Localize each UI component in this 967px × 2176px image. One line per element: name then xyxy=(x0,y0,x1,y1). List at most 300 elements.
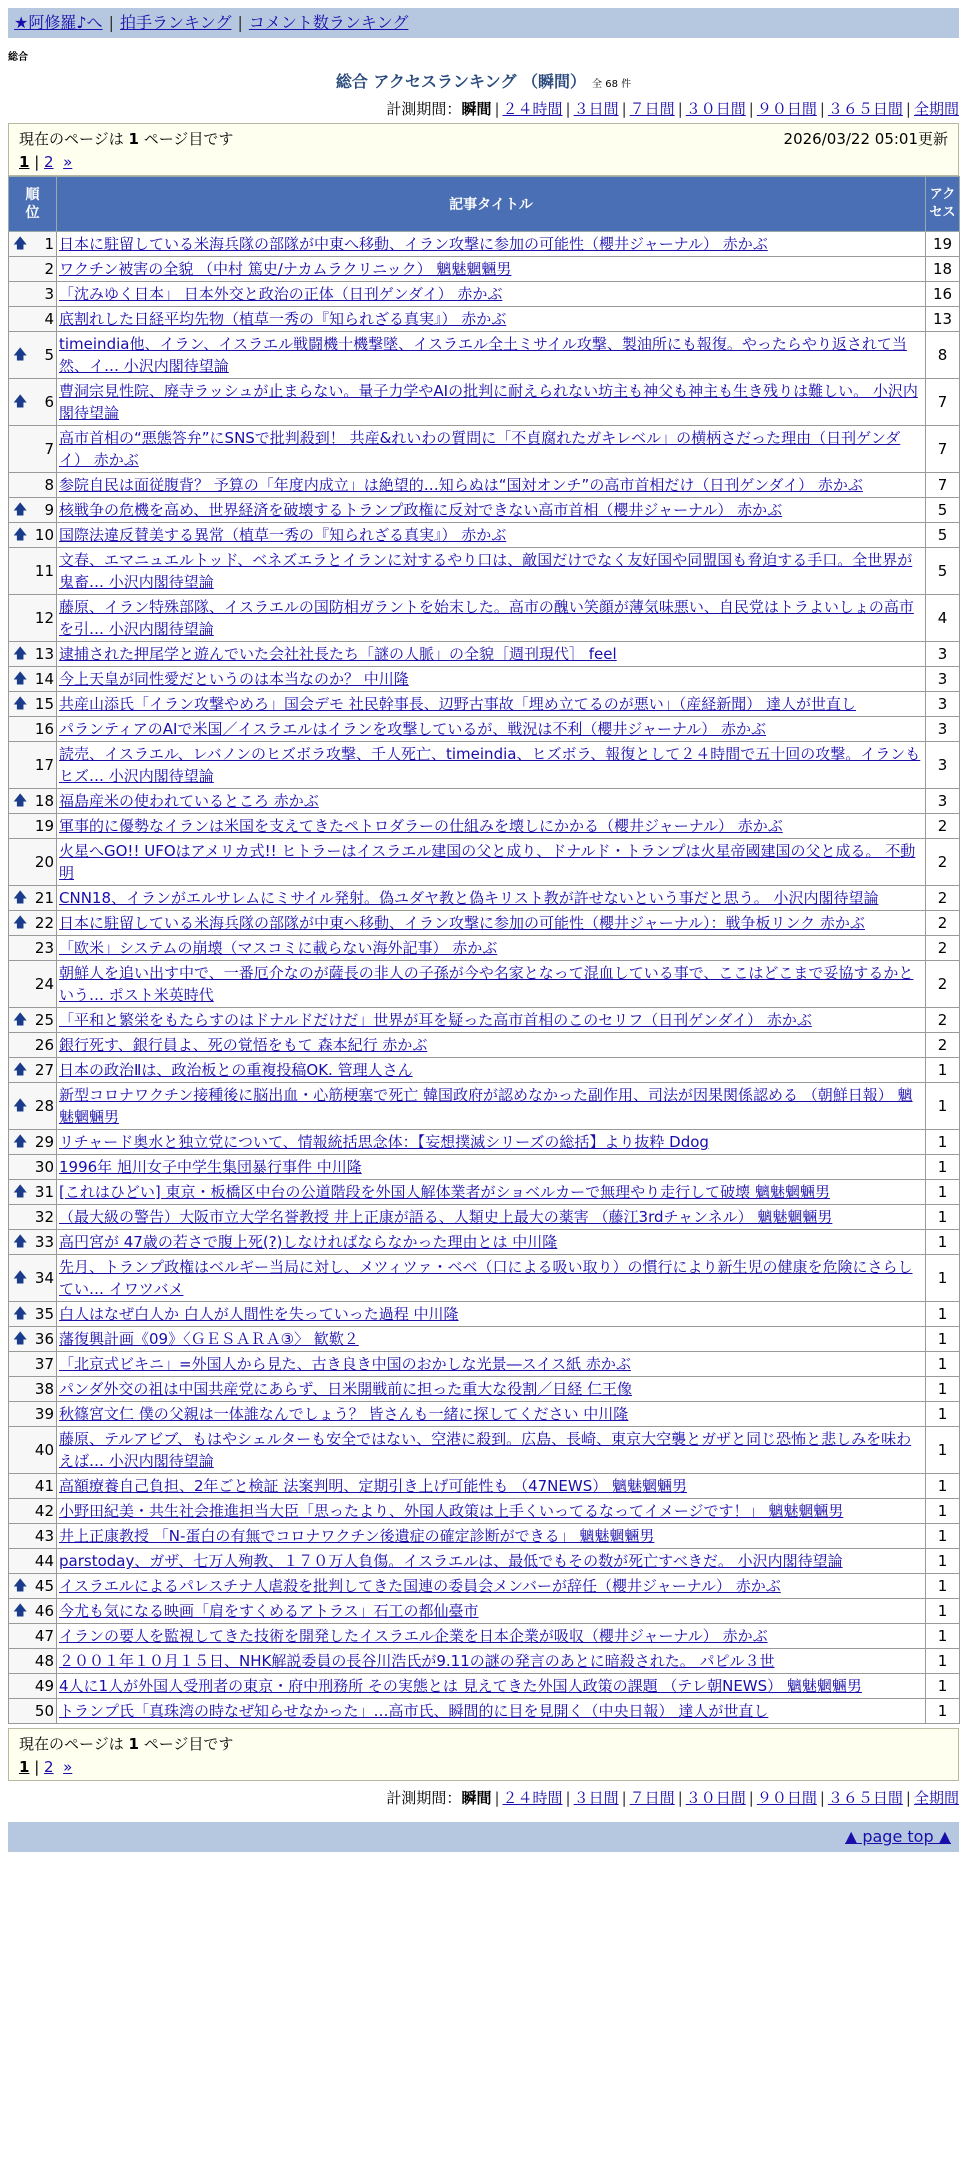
rank-number: 23 xyxy=(34,939,54,957)
article-title-link[interactable]: 藤原、テルアビブ、もはやシェルターも安全ではない、空港に殺到。広島、長崎、東京大空襲とガザと同じ恐怖と悲しみを味わえば… 小沢内閣待望論 xyxy=(59,1430,912,1470)
rank-number: 4 xyxy=(44,310,54,328)
page-2-link[interactable]: 2 xyxy=(44,1758,54,1776)
title-cell xyxy=(57,789,926,814)
access-count: 7 xyxy=(926,473,960,498)
article-title-link[interactable]: 先月、トランプ政権はベルギー当局に対し、メツィツァ・ベベ（口による吸い取り）の慣行により新生児の健康を危険にさらしてい… イワツバメ xyxy=(59,1258,913,1298)
rank-number: 45 xyxy=(34,1577,54,1595)
rank-number: 39 xyxy=(34,1405,54,1423)
table-row xyxy=(9,1180,960,1205)
ranking-table xyxy=(8,176,960,1724)
table-row xyxy=(9,1008,960,1033)
article-title-link[interactable]: パランティアのAIで米国／イスラエルはイランを攻撃しているが、戦況は不利（櫻井ジャーナル） 赤かぶ xyxy=(59,720,767,738)
article-title-link[interactable]: 福島産米の使われているところ 赤かぶ xyxy=(59,792,319,810)
period-link[interactable]: 全期間 xyxy=(913,100,959,118)
title-cell xyxy=(57,282,926,307)
rank-up-arrow-icon: 🡅 xyxy=(13,236,28,252)
article-title-link[interactable]: トランプ氏「真珠湾の時なぜ知らせなかった」…高市氏、瞬間的に目を見開く（中央日報） 達人が世直し xyxy=(59,1702,769,1720)
period-link[interactable]: ３６５日間 xyxy=(827,100,903,118)
article-title-link[interactable]: 軍事的に優勢なイランは米国を支えてきたペトロダラーの仕組みを壊しにかかる（櫻井ジャーナル） 赤かぶ xyxy=(59,817,783,835)
title-cell xyxy=(57,642,926,667)
access-count: 1 xyxy=(926,1327,960,1352)
access-count: 1 xyxy=(926,1255,960,1302)
page-title-text: 総合 アクセスランキング （瞬間） xyxy=(335,72,587,91)
title-cell xyxy=(57,1205,926,1230)
access-count: 1 xyxy=(926,1205,960,1230)
rank-cell xyxy=(9,1033,57,1058)
period-selector-top xyxy=(8,98,959,119)
comment-ranking-link[interactable]: コメント数ランキング xyxy=(248,13,409,32)
period-link[interactable]: ７日間 xyxy=(629,100,675,118)
article-title-link[interactable]: 日本に駐留している米海兵隊の部隊が中東へ移動、イラン攻撃に参加の可能性（櫻井ジャーナル）：戦争板リンク 赤かぶ xyxy=(59,914,865,932)
article-title-link[interactable]: 「欧米」システムの崩壊（マスコミに載らない海外記事） 赤かぶ xyxy=(59,939,498,957)
article-title-link[interactable]: 高円宮が 47歳の若さで腹上死(?)しなければならなかった理由とは 中川隆 xyxy=(59,1233,558,1251)
article-title-link[interactable]: 「北京式ビキニ」=外国人から見た、古き良き中国のおかしな光景―スイス紙 赤かぶ xyxy=(59,1355,631,1373)
rank-cell xyxy=(9,1549,57,1574)
table-row xyxy=(9,282,960,307)
table-row xyxy=(9,1474,960,1499)
period-selector-bottom xyxy=(8,1787,959,1808)
title-cell xyxy=(57,1524,926,1549)
title-cell xyxy=(57,692,926,717)
title-cell xyxy=(57,667,926,692)
table-row xyxy=(9,332,960,379)
article-title-link[interactable]: parstoday、ガザ、七万人殉教、１７０万人負傷。イスラエルは、最低でもその数が死亡すべきだ。 小沢内閣待望論 xyxy=(59,1552,843,1570)
title-cell xyxy=(57,498,926,523)
table-row xyxy=(9,692,960,717)
table-row xyxy=(9,1033,960,1058)
article-title-link[interactable]: 底割れした日経平均先物（植草一秀の『知られざる真実』） 赤かぶ xyxy=(59,310,507,328)
rank-number: 27 xyxy=(34,1061,54,1079)
table-row xyxy=(9,1058,960,1083)
article-title-link[interactable]: 井上正康教授 「N-蛋白の有無でコロナワクチン後遺症の確定診断ができる」 魑魅魍魎男 xyxy=(59,1527,655,1545)
next-page-link[interactable]: » xyxy=(63,1758,73,1776)
article-title-link[interactable]: 読売、イスラエル、レバノンのヒズボラ攻撃、千人死亡、timeindia、ヒズボラ、報復として２４時間で五十回の攻撃。イランもヒズ… 小沢内閣待望論 xyxy=(59,745,921,785)
table-row xyxy=(9,789,960,814)
period-separator: | xyxy=(748,1789,754,1807)
rank-cell xyxy=(9,1083,57,1130)
title-cell xyxy=(57,1574,926,1599)
next-page-link[interactable]: » xyxy=(63,153,73,171)
access-count: 1 xyxy=(926,1402,960,1427)
rank-number: 5 xyxy=(44,346,54,364)
article-title-link[interactable]: 1996年 旭川女子中学生集団暴行事件 中川隆 xyxy=(59,1158,362,1176)
period-link[interactable]: ２４時間 xyxy=(502,100,563,118)
access-count: 3 xyxy=(926,717,960,742)
title-cell xyxy=(57,1624,926,1649)
rank-cell xyxy=(9,1377,57,1402)
rank-number: 26 xyxy=(34,1036,54,1054)
rank-up-arrow-icon: 🡅 xyxy=(13,793,28,809)
access-count: 1 xyxy=(926,1574,960,1599)
rank-number: 43 xyxy=(34,1527,54,1545)
article-title-link[interactable]: パンダ外交の祖は中国共産党にあらず、日米開戦前に担った重大な役割／日経 仁王像 xyxy=(59,1380,632,1398)
rank-up-arrow-icon: 🡅 xyxy=(13,527,28,543)
article-title-link[interactable]: 火星へGO!! UFOはアメリカ式!! ヒトラーはイスラエル建国の父と成り、ドナルド・トランプは火星帝國建国の父と成る。 不動明 xyxy=(59,842,916,882)
rank-cell xyxy=(9,1402,57,1427)
rank-up-arrow-icon: 🡅 xyxy=(13,1134,28,1150)
article-title-link[interactable]: 新型コロナワクチン接種後に脳出血・心筋梗塞で死亡 韓国政府が認めなかった副作用、司法が因果関係認める （朝鮮日報） 魑魅魍魎男 xyxy=(59,1086,913,1126)
article-title-link[interactable]: 国際法違反賛美する異常（植草一秀の『知られざる真実』） 赤かぶ xyxy=(59,526,507,544)
rank-cell xyxy=(9,1008,57,1033)
table-row xyxy=(9,232,960,257)
table-row xyxy=(9,1230,960,1255)
article-title-link[interactable]: 「沈みゆく日本」 日本外交と政治の正体（日刊ゲンダイ） 赤かぶ xyxy=(59,285,503,303)
period-link[interactable]: ７日間 xyxy=(629,1789,675,1807)
rank-number: 16 xyxy=(34,720,54,738)
period-label: 計測期間： xyxy=(386,1789,462,1807)
period-link[interactable]: ３６５日間 xyxy=(827,1789,903,1807)
title-cell xyxy=(57,1674,926,1699)
rank-number: 44 xyxy=(34,1552,54,1570)
rank-number: 25 xyxy=(34,1011,54,1029)
table-row xyxy=(9,961,960,1008)
access-count: 1 xyxy=(926,1674,960,1699)
page-2-link[interactable]: 2 xyxy=(44,153,54,171)
article-title-link[interactable]: リチャード奥水と独立党について、情報統括思念体：【妄想撲滅シリーズの総括】より抜粋 Ddog xyxy=(59,1133,709,1151)
rank-number: 49 xyxy=(34,1677,54,1695)
access-count: 1 xyxy=(926,1427,960,1474)
article-title-link[interactable]: 小野田紀美・共生社会推進担当大臣「思ったより、外国人政策は上手くいってるなってイメージです！」 魑魅魍魎男 xyxy=(59,1502,844,1520)
article-title-link[interactable]: CNN18、イランがエルサレムにミサイル発射。偽ユダヤ教と偽キリスト教が許せないという事だと思う。 小沢内閣待望論 xyxy=(59,889,879,907)
access-count: 1 xyxy=(926,1352,960,1377)
title-cell xyxy=(57,1130,926,1155)
article-title-link[interactable]: 日本に駐留している米海兵隊の部隊が中東へ移動、イラン攻撃に参加の可能性（櫻井ジャーナル） 赤かぶ xyxy=(59,235,768,253)
article-title-link[interactable]: 「平和と繁栄をもたらすのはドナルドだけだ」世界が耳を疑った高市首相のこのセリフ（日刊ゲンダイ） 赤かぶ xyxy=(59,1011,812,1029)
period-label: 計測期間： xyxy=(386,100,462,118)
home-link[interactable]: ★阿修羅♪へ xyxy=(14,13,103,32)
title-cell xyxy=(57,473,926,498)
rank-number: 38 xyxy=(34,1380,54,1398)
article-title-link[interactable]: 今尤も気になる映画「肩をすくめるアトラス」石工の都仙臺市 xyxy=(59,1602,479,1620)
page-1-current: 1 xyxy=(19,1758,30,1776)
rank-number: 42 xyxy=(34,1502,54,1520)
access-count: 1 xyxy=(926,1083,960,1130)
rank-cell xyxy=(9,523,57,548)
page-title xyxy=(0,69,967,92)
period-separator: | xyxy=(565,100,571,118)
access-count: 19 xyxy=(926,232,960,257)
article-title-link[interactable]: イスラエルによるパレスチナ人虐殺を批判してきた国連の委員会メンバーが辞任（櫻井ジャーナル） 赤かぶ xyxy=(59,1577,781,1595)
title-cell xyxy=(57,1649,926,1674)
table-row xyxy=(9,911,960,936)
table-row xyxy=(9,1130,960,1155)
rank-cell xyxy=(9,548,57,595)
title-cell xyxy=(57,426,926,473)
rank-cell xyxy=(9,1674,57,1699)
table-row xyxy=(9,814,960,839)
table-row xyxy=(9,548,960,595)
access-count: 1 xyxy=(926,1599,960,1624)
article-title-link[interactable]: 秋篠宮文仁 僕の父親は一体誰なんでしょう？ 皆さんも一緒に探してください 中川隆 xyxy=(59,1405,629,1423)
page-1-current: 1 xyxy=(19,153,30,171)
rank-up-arrow-icon: 🡅 xyxy=(13,671,28,687)
table-row xyxy=(9,1255,960,1302)
access-count: 7 xyxy=(926,379,960,426)
period-link[interactable]: ９０日間 xyxy=(756,1789,817,1807)
table-row xyxy=(9,1524,960,1549)
rank-cell xyxy=(9,473,57,498)
title-cell xyxy=(57,1255,926,1302)
period-separator: | xyxy=(905,100,911,118)
title-cell xyxy=(57,548,926,595)
title-cell xyxy=(57,1327,926,1352)
rank-up-arrow-icon: 🡅 xyxy=(13,1012,28,1028)
page-status: 現在のページは 1 ページ目です xyxy=(19,1735,234,1753)
access-count: 3 xyxy=(926,742,960,789)
article-title-link[interactable]: 白人はなぜ白人か 白人が人間性を失っていった過程 中川隆 xyxy=(59,1305,459,1323)
article-title-link[interactable]: 今上天皇が同性愛だというのは本当なのか？ 中川隆 xyxy=(59,670,409,688)
article-title-link[interactable]: イランの要人を監視してきた技術を開発したイスラエル企業を日本企業が吸収（櫻井ジャーナル） 赤かぶ xyxy=(59,1627,768,1645)
period-separator: | xyxy=(565,1789,571,1807)
rank-cell xyxy=(9,426,57,473)
article-title-link[interactable]: [これはひどい] 東京・板橋区中台の公道階段を外国人解体業者がショベルカーで無理やり走行して破壊 魑魅魍魎男 xyxy=(59,1183,830,1201)
access-count: 1 xyxy=(926,1130,960,1155)
article-title-link[interactable]: ワクチン被害の全貌 （中村 篤史/ナカムラクリニック） 魑魅魍魎男 xyxy=(59,260,512,278)
access-count: 1 xyxy=(926,1155,960,1180)
period-separator: | xyxy=(621,1789,627,1807)
title-cell xyxy=(57,1377,926,1402)
rank-number: 35 xyxy=(34,1305,54,1323)
rank-number: 46 xyxy=(34,1602,54,1620)
rank-number: 24 xyxy=(34,975,54,993)
article-title-link[interactable]: 核戦争の危機を高め、世界経済を破壊するトランプ政権に反対できない高市首相（櫻井ジャーナル） 赤かぶ xyxy=(59,501,783,519)
applause-ranking-link[interactable]: 拍手ランキング xyxy=(119,13,232,32)
article-title-link[interactable]: 藩復興計画《09》〈ＧＥＳＡＲＡ③〉 歓歎２ xyxy=(59,1330,359,1348)
title-cell xyxy=(57,717,926,742)
table-row xyxy=(9,1155,960,1180)
rank-cell xyxy=(9,1302,57,1327)
access-count: 1 xyxy=(926,1549,960,1574)
access-count: 1 xyxy=(926,1649,960,1674)
access-count: 18 xyxy=(926,257,960,282)
table-row xyxy=(9,1377,960,1402)
pager-top: 現在のページは 1 ページ目です 2026/03/22 05:01更新 1 | 2 » xyxy=(8,123,959,176)
access-count: 2 xyxy=(926,814,960,839)
category-label: 総合 xyxy=(8,52,28,63)
title-cell xyxy=(57,1230,926,1255)
article-title-link[interactable]: 文春、エマニュエルトッド、ベネズエラとイランに対するやり口は、敵国だけでなく友好国や同盟国も脅迫する手口。全世界が鬼畜… 小沢内閣待望論 xyxy=(59,551,913,591)
rank-cell xyxy=(9,1180,57,1205)
rank-cell xyxy=(9,1155,57,1180)
rank-cell xyxy=(9,936,57,961)
access-count: 1 xyxy=(926,1377,960,1402)
article-title-link[interactable]: 高市首相の“悪態答弁”にSNSで批判殺到！ 共産&れいわの質問に「不貞腐れたガキレベル」の横柄さだった理由（日刊ゲンダイ） 赤かぶ xyxy=(59,429,901,469)
access-count: 1 xyxy=(926,1499,960,1524)
title-cell xyxy=(57,886,926,911)
rank-number: 10 xyxy=(34,526,54,544)
period-link[interactable]: ３日間 xyxy=(573,100,619,118)
table-row xyxy=(9,1352,960,1377)
rank-up-arrow-icon: 🡅 xyxy=(13,646,28,662)
page-top-link[interactable]: ▲ page top ▲ xyxy=(844,1827,951,1846)
rank-cell xyxy=(9,1499,57,1524)
table-row xyxy=(9,1205,960,1230)
table-row xyxy=(9,523,960,548)
title-cell xyxy=(57,1499,926,1524)
period-current: 瞬間 xyxy=(461,100,492,118)
rank-cell xyxy=(9,1058,57,1083)
rank-cell xyxy=(9,379,57,426)
title-cell xyxy=(57,1402,926,1427)
rank-number: 30 xyxy=(34,1158,54,1176)
rank-up-arrow-icon: 🡅 xyxy=(13,1331,28,1347)
article-title-link[interactable]: 日本の政治Ⅱは、政治板との重複投稿OK. 管理人さん xyxy=(59,1061,413,1079)
article-title-link[interactable]: ２００１年１０月１５日、NHK解説委員の長谷川浩氏が9.11の謎の発言のあとに暗殺された。 パピル３世 xyxy=(59,1652,775,1670)
rank-cell xyxy=(9,717,57,742)
access-count: 4 xyxy=(926,595,960,642)
rank-number: 22 xyxy=(34,914,54,932)
title-cell xyxy=(57,1549,926,1574)
rank-cell xyxy=(9,911,57,936)
article-title-link[interactable]: 藤原、イラン特殊部隊、イスラエルの国防相ガラントを始末した。高市の醜い笑顔が薄気味悪い、自民党はトラよいしょの高市を引… 小沢内閣待望論 xyxy=(59,598,914,638)
table-row xyxy=(9,1549,960,1574)
article-title-link[interactable]: 4人に1人が外国人受刑者の東京・府中刑務所 その実態とは 見えてきた外国人政策の課題 （テレ朝NEWS） 魑魅魍魎男 xyxy=(59,1677,862,1695)
period-link[interactable]: ３０日間 xyxy=(685,1789,746,1807)
title-cell xyxy=(57,742,926,789)
ranking-table-body xyxy=(9,232,960,1724)
period-link[interactable]: ９０日間 xyxy=(756,100,817,118)
access-count: 2 xyxy=(926,886,960,911)
rank-cell xyxy=(9,886,57,911)
access-count: 5 xyxy=(926,498,960,523)
article-title-link[interactable]: 参院自民は面従腹背？ 予算の「年度内成立」は絶望的…知らぬは“国対オンチ”の高市首相だけ（日刊ゲンダイ） 赤かぶ xyxy=(59,476,863,494)
rank-cell xyxy=(9,1130,57,1155)
page-status: 現在のページは 1 ページ目です xyxy=(19,130,234,148)
period-link[interactable]: ３日間 xyxy=(573,1789,619,1807)
access-count: 2 xyxy=(926,1008,960,1033)
article-title-link[interactable]: 朝鮮人を追い出す中で、一番厄介なのが薩長の非人の子孫が今や名家となって混血している事で、ここはどこまで妥協するかという… ポスト米英時代 xyxy=(59,964,914,1004)
access-count: 2 xyxy=(926,1033,960,1058)
period-link[interactable]: ２４時間 xyxy=(502,1789,563,1807)
access-count: 2 xyxy=(926,961,960,1008)
rank-cell xyxy=(9,1474,57,1499)
rank-cell xyxy=(9,257,57,282)
period-current: 瞬間 xyxy=(461,1789,492,1807)
period-separator: | xyxy=(819,1789,825,1807)
title-cell xyxy=(57,1427,926,1474)
table-row xyxy=(9,1599,960,1624)
access-count: 3 xyxy=(926,642,960,667)
table-row xyxy=(9,473,960,498)
rank-number: 33 xyxy=(34,1233,54,1251)
rank-cell xyxy=(9,1574,57,1599)
top-nav-bar xyxy=(8,8,959,38)
table-row xyxy=(9,886,960,911)
rank-cell xyxy=(9,595,57,642)
bottom-bar xyxy=(8,1822,959,1852)
rank-up-arrow-icon: 🡅 xyxy=(13,1184,28,1200)
access-count: 1 xyxy=(926,1058,960,1083)
rank-up-arrow-icon: 🡅 xyxy=(13,915,28,931)
period-separator: | xyxy=(677,1789,683,1807)
article-count: 全 68 件 xyxy=(592,79,632,90)
rank-cell xyxy=(9,332,57,379)
rank-cell xyxy=(9,1255,57,1302)
rank-number: 2 xyxy=(44,260,54,278)
rank-number: 19 xyxy=(34,817,54,835)
access-count: 1 xyxy=(926,1230,960,1255)
rank-cell xyxy=(9,307,57,332)
title-cell xyxy=(57,1302,926,1327)
title-cell xyxy=(57,1599,926,1624)
rank-number: 18 xyxy=(34,792,54,810)
access-count: 1 xyxy=(926,1180,960,1205)
article-title-link[interactable]: （最大級の警告）大阪市立大学名誉教授 井上正康が語る、人類史上最大の薬害 （藤江3rdチャンネル） 魑魅魍魎男 xyxy=(59,1208,833,1226)
access-count: 2 xyxy=(926,936,960,961)
title-cell xyxy=(57,1180,926,1205)
rank-cell xyxy=(9,1649,57,1674)
rank-number: 9 xyxy=(44,501,54,519)
rank-up-arrow-icon: 🡅 xyxy=(13,890,28,906)
access-count: 8 xyxy=(926,332,960,379)
title-cell xyxy=(57,1083,926,1130)
nav-separator: | xyxy=(237,13,243,32)
access-count: 1 xyxy=(926,1624,960,1649)
period-link[interactable]: ３０日間 xyxy=(685,100,746,118)
access-count: 7 xyxy=(926,426,960,473)
table-row xyxy=(9,667,960,692)
rank-cell xyxy=(9,1327,57,1352)
rank-number: 41 xyxy=(34,1477,54,1495)
rank-cell xyxy=(9,814,57,839)
title-cell xyxy=(57,332,926,379)
title-cell xyxy=(57,379,926,426)
rank-cell xyxy=(9,742,57,789)
article-title-link[interactable]: timeindia他、イラン、イスラエル戦闘機十機撃墜、イスラエル全土ミサイル攻撃、製油所にも報復。やったらやり返されて当然、イ… 小沢内閣待望論 xyxy=(59,335,907,375)
table-row xyxy=(9,717,960,742)
rank-cell xyxy=(9,961,57,1008)
article-title-link[interactable]: 共産山添氏「イラン攻撃やめろ」国会デモ 社民幹事長、辺野古事故「埋め立てるのが悪い」（産経新聞） 達人が世直し xyxy=(59,695,857,713)
rank-cell xyxy=(9,1230,57,1255)
access-count: 3 xyxy=(926,667,960,692)
rank-number: 40 xyxy=(34,1441,54,1459)
rank-up-arrow-icon: 🡅 xyxy=(13,1306,28,1322)
rank-number: 7 xyxy=(44,440,54,458)
table-row xyxy=(9,1649,960,1674)
period-separator: | xyxy=(905,1789,911,1807)
title-cell xyxy=(57,1699,926,1724)
access-count: 1 xyxy=(926,1474,960,1499)
table-row xyxy=(9,1674,960,1699)
access-count: 1 xyxy=(926,1524,960,1549)
article-title-link[interactable]: 銀行死す、銀行員よ、死の覚悟をもて 森本紀行 赤かぶ xyxy=(59,1036,428,1054)
access-count: 3 xyxy=(926,692,960,717)
rank-cell xyxy=(9,1524,57,1549)
article-title-link[interactable]: 曹洞宗見性院、廃寺ラッシュが止まらない。量子力学やAIの批判に耐えられない坊主も神父も神主も生き残りは難しい。 小沢内閣待望論 xyxy=(59,382,918,422)
rank-number: 47 xyxy=(34,1627,54,1645)
table-row xyxy=(9,257,960,282)
period-link[interactable]: 全期間 xyxy=(913,1789,959,1807)
article-title-link[interactable]: 高額療養自己負担、2年ごと検証 法案判明、定期引き上げ可能性も （47NEWS） 魑魅魍魎男 xyxy=(59,1477,687,1495)
table-row xyxy=(9,742,960,789)
rank-cell xyxy=(9,1699,57,1724)
rank-up-arrow-icon: 🡅 xyxy=(13,696,28,712)
title-cell xyxy=(57,936,926,961)
title-cell xyxy=(57,307,926,332)
rank-cell xyxy=(9,1352,57,1377)
rank-number: 50 xyxy=(34,1702,54,1720)
rank-up-arrow-icon: 🡅 xyxy=(13,1578,28,1594)
rank-up-arrow-icon: 🡅 xyxy=(13,1603,28,1619)
title-cell xyxy=(57,1033,926,1058)
title-cell xyxy=(57,1008,926,1033)
title-cell xyxy=(57,1352,926,1377)
article-title-link[interactable]: 逮捕された押尾学と遊んでいた会社社長たち「謎の人脈」の全貌［週刊現代］ feel xyxy=(59,645,617,663)
rank-number: 34 xyxy=(34,1269,54,1287)
table-row xyxy=(9,1083,960,1130)
title-cell xyxy=(57,257,926,282)
rank-column-header: 順位 xyxy=(9,177,57,232)
